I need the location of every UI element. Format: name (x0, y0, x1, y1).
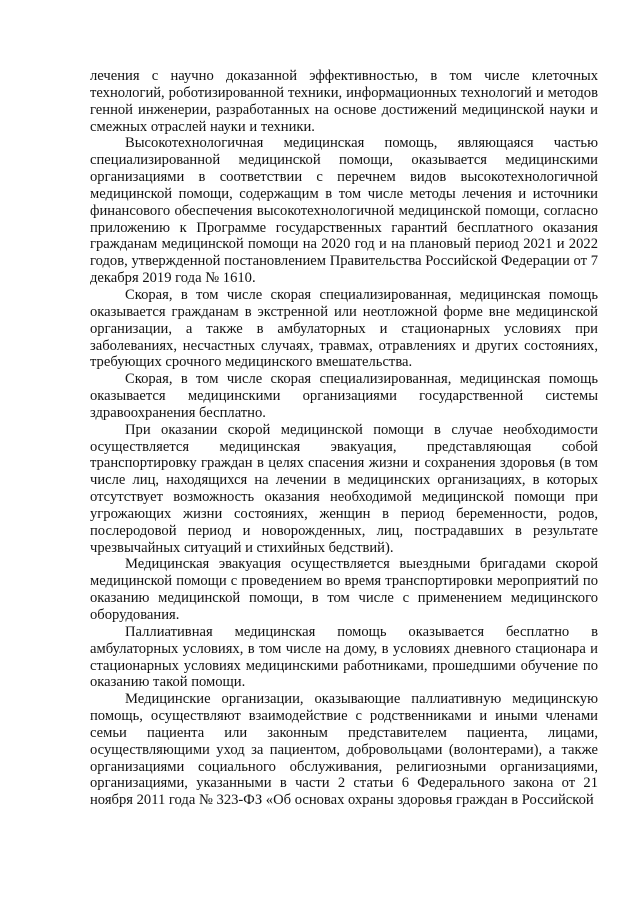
paragraph-palliative-care: Паллиативная медицинская помощь оказывается бесплатно в амбулаторных условиях, в том числе на дому, в условиях дневного стационара и стационарных условиях медицинскими работниками, прошедшими обучение по оказанию такой помощи. (90, 623, 598, 691)
document-page (90, 68, 598, 809)
paragraph-emergency-free: Скорая, в том числе скорая специализированная, медицинская помощь оказывается медицинскими организациями государственной системы здравоохранения бесплатно. (90, 371, 598, 421)
paragraph-continuation: лечения с научно доказанной эффективностью, в том числе клеточных технологий, роботизированной техники, информационных технологий и методов генной инженерии, разработанных на основе достижений медицинской науки и смежных отраслей науки и техники. (90, 68, 598, 135)
paragraph-emergency-care: Скорая, в том числе скорая специализированная, медицинская помощь оказывается гражданам в экстренной или неотложной форме вне медицинской организации, а также в амбулаторных и стационарных условиях при заболеваниях, несчастных случаях, травмах, отравлениях и других состояниях, требующих срочного медицинского вмешательства. (90, 286, 598, 371)
paragraph-medical-evacuation: При оказании скорой медицинской помощи в случае необходимости осуществляется медицинская эвакуация, представляющая собой транспортировку граждан в целях спасения жизни и сохранения здоровья (в том числе лиц, находящихся на лечении в медицинских организациях, в которых отсутствует возможность оказания необходимой медицинской помощи при угрожающих жизни состояниях, женщин в период беременности, родов, послеродовой период и новорожденных, лиц, пострадавших в результате чрезвычайных ситуаций и стихийных бедствий). (90, 421, 598, 556)
paragraph-palliative-interaction: Медицинские организации, оказывающие паллиативную медицинскую помощь, осуществляют взаимодействие с родственниками и иными членами семьи пациента или законным представителем пациента, лицами, осуществляющими уход за пациентом, добровольцами (волонтерами), а также организациями социального обслуживания, религиозными организациями, организациями, указанными в части 2 статьи 6 Федерального закона от 21 ноября 2011 года № 323-ФЗ «Об основах охраны здоровья граждан в Российской (90, 691, 598, 809)
paragraph-high-tech-care: Высокотехнологичная медицинская помощь, являющаяся частью специализированной медицинской помощи, оказывается медицинскими организациями в соответствии с перечнем видов высокотехнологичной медицинской помощи, содержащим в том числе методы лечения и источники финансового обеспечения высокотехнологичной медицинской помощи, согласно приложению к Программе государственных гарантий бесплатного оказания гражданам медицинской помощи на 2020 год и на плановый период 2021 и 2022 годов, утвержденной постановлением Правительства Российской Федерации от 7 декабря 2019 года № 1610. (90, 135, 598, 287)
paragraph-evacuation-teams: Медицинская эвакуация осуществляется выездными бригадами скорой медицинской помощи с проведением во время транспортировки мероприятий по оказанию медицинской помощи, в том числе с применением медицинского оборудования. (90, 556, 598, 623)
